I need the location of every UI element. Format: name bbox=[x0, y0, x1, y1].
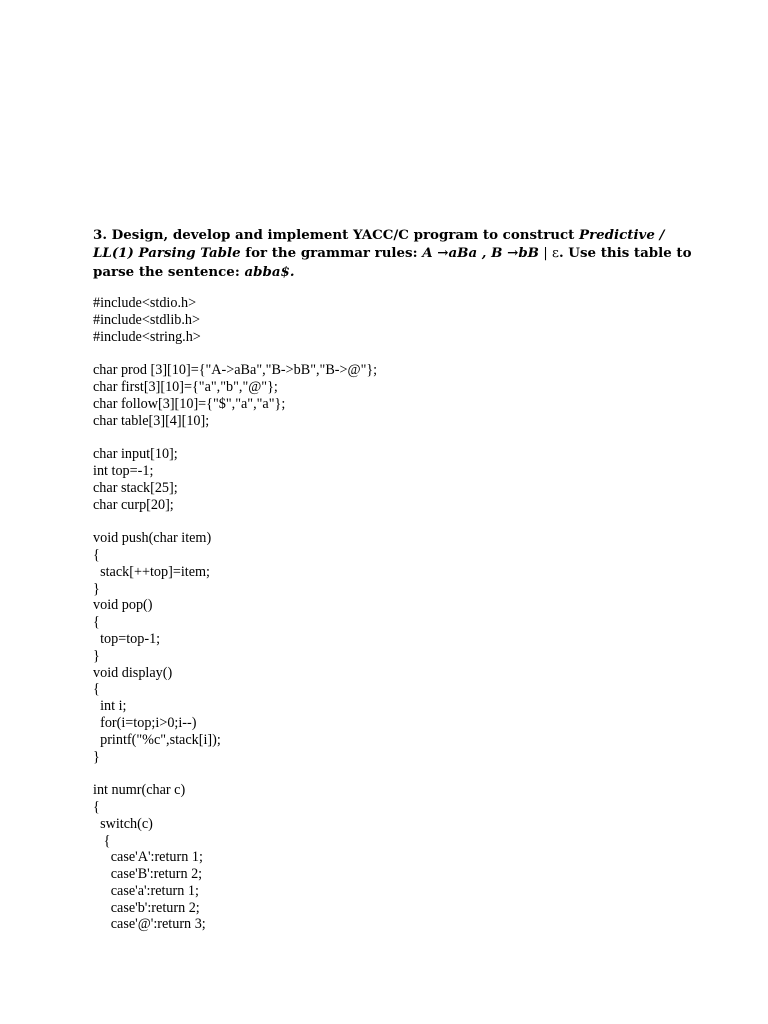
code-line: #include<stdlib.h> bbox=[93, 311, 201, 328]
code-line: void push(char item) bbox=[93, 530, 212, 547]
code-line: for(i=top;i>0;i--) bbox=[93, 714, 197, 731]
code-line: } bbox=[93, 748, 100, 765]
question-heading bbox=[93, 226, 693, 281]
code-line: int top=-1; bbox=[93, 462, 154, 479]
code-line: char table[3][4][10]; bbox=[93, 412, 210, 429]
code-line bbox=[93, 513, 713, 530]
code-line: char stack[25]; bbox=[93, 479, 178, 496]
code-line: #include<stdio.h> bbox=[93, 295, 197, 311]
code-line: char prod [3][10]={"A->aBa","B->bB","B->@"}; bbox=[93, 362, 378, 379]
code-line: char curp[20]; bbox=[93, 496, 174, 513]
code-line: { bbox=[93, 798, 100, 815]
code-line: { bbox=[93, 546, 100, 563]
code-line: top=top-1; bbox=[93, 630, 161, 647]
code-line: switch(c) bbox=[93, 815, 153, 832]
code-line: { bbox=[93, 681, 100, 698]
code-line: printf("%c",stack[i]); bbox=[93, 731, 221, 748]
code-line bbox=[93, 765, 713, 782]
question-number: 3. bbox=[93, 227, 107, 243]
question-text-part-3: . Use this table to parse the sentence: bbox=[93, 245, 692, 280]
code-line: case'A':return 1; bbox=[93, 849, 203, 866]
code-line: #include<string.h> bbox=[93, 328, 201, 345]
code-line: case'B':return 2; bbox=[93, 866, 203, 883]
input-sentence: abba$. bbox=[244, 264, 295, 280]
code-line: { bbox=[93, 614, 100, 631]
code-line: } bbox=[93, 580, 100, 597]
code-line: int i; bbox=[93, 698, 127, 715]
rule-separator: | bbox=[539, 246, 553, 261]
code-listing bbox=[93, 295, 713, 933]
code-line: case'b':return 2; bbox=[93, 899, 200, 916]
code-line: } bbox=[93, 647, 100, 664]
code-line: { bbox=[93, 832, 111, 849]
question-emphasis: Predictive / LL(1) Parsing Table bbox=[93, 227, 665, 261]
question-text-part-2: for the grammar rules: bbox=[240, 245, 423, 261]
code-line: char input[10]; bbox=[93, 446, 178, 463]
code-line bbox=[93, 345, 713, 362]
code-line: stack[++top]=item; bbox=[93, 563, 210, 580]
code-line: char first[3][10]={"a","b","@"}; bbox=[93, 378, 278, 395]
epsilon-symbol: ε bbox=[552, 246, 559, 261]
code-line: void display() bbox=[93, 664, 173, 681]
code-line: int numr(char c) bbox=[93, 782, 186, 799]
question-text-part-1: Design, develop and implement YACC/C program to construct bbox=[111, 227, 580, 243]
code-line: void pop() bbox=[93, 597, 153, 614]
code-line: char follow[3][10]={"$","a","a"}; bbox=[93, 395, 286, 412]
grammar-rules: A →aBa , B →bB bbox=[422, 245, 539, 261]
code-line: case'@':return 3; bbox=[93, 916, 206, 933]
code-line: case'a':return 1; bbox=[93, 882, 199, 899]
code-line bbox=[93, 429, 713, 446]
